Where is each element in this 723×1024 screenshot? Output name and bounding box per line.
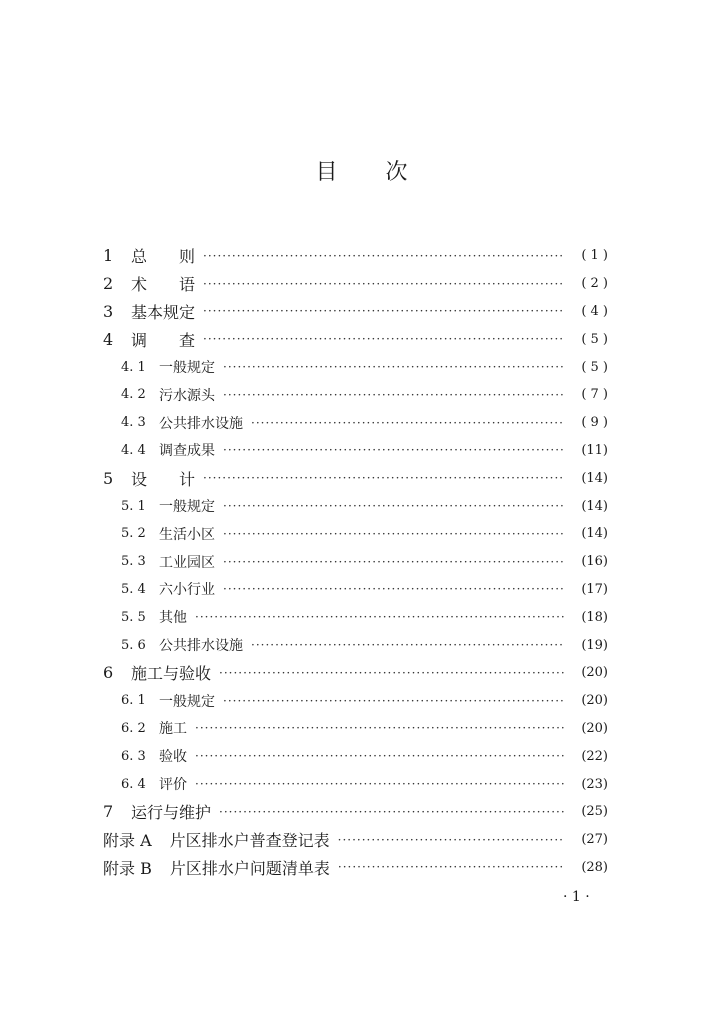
toc-entry-page: ( 7 ) [581,387,608,403]
toc-entry[interactable] [103,409,608,437]
toc-entry-number: 5. 1 [121,498,146,514]
toc-entry-title: 其他 [159,610,187,627]
toc-entry[interactable] [103,242,608,270]
page-title [0,155,723,186]
toc-leader-dots [223,388,564,402]
toc-entry-number: 1 [103,246,114,266]
toc-entry-page: (19) [581,637,608,653]
toc-entry[interactable] [103,798,608,826]
toc-entry-number: 5 [103,468,114,488]
toc-entry-page: ( 5 ) [581,359,608,375]
toc-entry-page: (14) [581,498,608,514]
toc-leader-dots [203,249,564,263]
toc-entry[interactable] [103,548,608,576]
toc-entry-page: ( 1 ) [581,248,608,264]
toc-entry-page: (16) [581,554,608,570]
toc-leader-dots [195,610,564,624]
toc-entry-number: 5. 4 [121,581,146,597]
toc-entry-number: 5. 5 [121,609,146,625]
title-char-2: 次 [385,160,408,185]
toc-entry-number: 4. 1 [121,359,146,375]
toc-entry-page: (20) [581,665,608,681]
toc-entry[interactable] [103,742,608,770]
toc-entry[interactable] [103,770,608,798]
toc-entry[interactable] [103,381,608,409]
toc-entry-page: (11) [581,442,608,458]
toc-leader-dots [251,638,564,652]
toc-leader-dots [203,304,564,318]
toc-leader-dots [338,833,564,847]
toc-entry-number: 6. 1 [121,693,146,709]
toc-entry-page: ( 5 ) [581,331,608,347]
toc-leader-dots [219,666,564,680]
toc-entry[interactable] [103,603,608,631]
toc-entry[interactable] [103,353,608,381]
toc-leader-dots [338,860,564,874]
toc-leader-dots [203,277,564,291]
toc-entry-page: (23) [581,776,608,792]
toc-leader-dots [223,694,564,708]
toc-entry-page: ( 9 ) [581,415,608,431]
title-char-1: 目 [315,160,338,185]
toc-entry[interactable] [103,325,608,353]
toc-leader-dots [195,749,564,763]
toc-entry-title: 污水源头 [159,387,215,404]
toc-entry-title: 生活小区 [159,526,215,543]
toc-entry-title: 调 查 [131,330,196,350]
toc-entry-title: 基本规定 [131,302,196,322]
toc-entry-number: 2 [103,274,114,294]
toc-entry-page: (14) [581,470,608,486]
toc-entry-title: 六小行业 [159,582,215,599]
toc-entry[interactable] [103,631,608,659]
toc-entry[interactable] [103,492,608,520]
toc-entry-number: 6 [103,663,114,683]
toc-entry[interactable] [103,270,608,298]
toc-entry-title: 工业园区 [159,554,215,571]
toc-entry-title: 片区排水户普查登记表 [169,831,330,851]
toc-leader-dots [223,527,564,541]
toc-entry[interactable] [103,520,608,548]
toc-entry[interactable] [103,715,608,743]
toc-entry[interactable] [103,687,608,715]
toc-leader-dots [223,582,564,596]
table-of-contents [103,242,608,881]
toc-entry-title: 片区排水户问题清单表 [169,858,330,878]
toc-entry[interactable] [103,464,608,492]
toc-entry-title: 验收 [159,749,187,766]
toc-entry-page: (27) [581,832,608,848]
toc-entry-number: 4. 2 [121,387,146,403]
toc-entry-number: 附录 A [103,831,152,851]
toc-entry-page: (28) [581,859,608,875]
toc-entry-number: 5. 2 [121,526,146,542]
toc-entry-number: 4. 4 [121,442,146,458]
page-number: · 1 · [563,889,590,905]
toc-entry-number: 4 [103,329,114,349]
toc-entry-page: ( 4 ) [581,303,608,319]
toc-leader-dots [203,332,564,346]
toc-entry-number: 4. 3 [121,415,146,431]
toc-entry-title: 总 则 [131,247,196,267]
toc-entry-title: 评价 [159,777,187,794]
toc-entry[interactable] [103,437,608,465]
toc-leader-dots [223,360,564,374]
toc-entry-page: (20) [581,693,608,709]
toc-entry-number: 6. 2 [121,720,146,736]
toc-leader-dots [203,471,564,485]
toc-leader-dots [223,443,564,457]
toc-entry-number: 6. 4 [121,776,146,792]
toc-entry-title: 施工与验收 [131,664,212,684]
toc-entry-title: 一般规定 [159,693,215,710]
toc-entry-title: 术 语 [131,275,196,295]
toc-entry-number: 3 [103,301,114,321]
toc-entry-page: (18) [581,609,608,625]
toc-leader-dots [251,416,564,430]
toc-entry-number: 7 [103,802,114,822]
toc-leader-dots [219,805,564,819]
toc-entry-title: 调查成果 [159,443,215,460]
toc-entry-number: 5. 6 [121,637,146,653]
toc-entry-page: (22) [581,748,608,764]
toc-entry-page: (17) [581,581,608,597]
toc-entry-page: (25) [581,804,608,820]
toc-entry-title: 公共排水设施 [159,415,243,432]
toc-entry-title: 一般规定 [159,499,215,516]
toc-entry-page: (14) [581,526,608,542]
toc-entry-number: 5. 3 [121,554,146,570]
toc-entry[interactable] [103,576,608,604]
toc-entry-number: 6. 3 [121,748,146,764]
toc-entry-title: 公共排水设施 [159,638,243,655]
toc-entry[interactable] [103,298,608,326]
toc-leader-dots [223,555,564,569]
toc-entry-title: 运行与维护 [131,803,212,823]
toc-entry[interactable] [103,854,608,882]
toc-entry-title: 一般规定 [159,360,215,377]
toc-leader-dots [195,721,564,735]
toc-entry-page: ( 2 ) [581,276,608,292]
toc-entry[interactable] [103,826,608,854]
toc-entry-title: 设 计 [131,469,196,489]
toc-entry-page: (20) [581,720,608,736]
toc-leader-dots [223,499,564,513]
toc-entry-number: 附录 B [103,858,152,878]
toc-entry[interactable] [103,659,608,687]
toc-entry-title: 施工 [159,721,187,738]
toc-leader-dots [195,777,564,791]
